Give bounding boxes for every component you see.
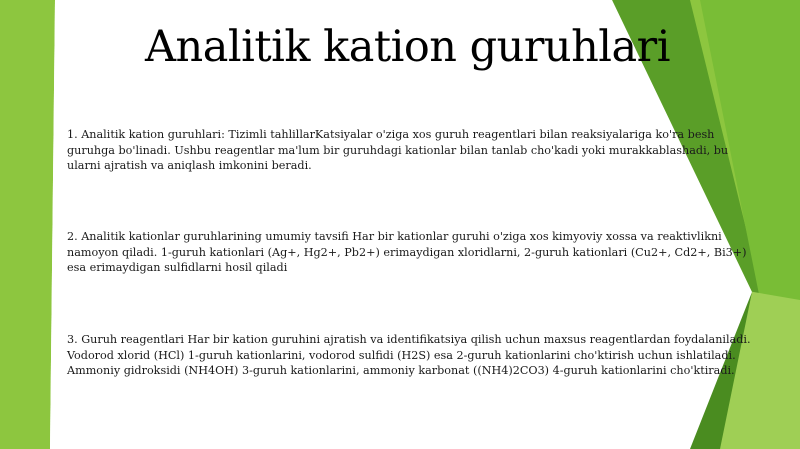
paragraph-1: 1. Analitik kation guruhlari: Tizimli tahlillarKatsiyalar o'ziga xos guruh reagentlari bilan reaksiyalariga ko'ra besh guruhga bo'linadi. Ushbu reagentlar ma'lum bir guruhdagi kationlar bilan tanlab cho'kadi yoki murakkablashadi, bu ularni ajratish va aniqlash imkonini beradi. bbox=[67, 128, 729, 172]
paragraph-3: 3. Guruh reagentlari Har bir kation guruhini ajratish va identifikatsiya qilish uchun maxsus reagentlardan foydalaniladi. Vodorod xlorid (HCl) 1-guruh kationlarini, vodorod sulfidi (H2S) esa 2-guruh kationlarini cho'ktirish uchun ishlatiladi. Ammoniy gidroksidi (NH4OH) 3-guruh kationlarini, ammoniy karbonat ((NH4)2CO3) 4-guruh kationlarini cho'ktiradi. bbox=[67, 333, 751, 377]
paragraph-2: 2. Analitik kationlar guruhlarining umumiy tavsifi Har bir kationlar guruhi o'ziga xos kimyoviy xossa va reaktivlikni namoyon qiladi. 1-guruh kationlari (Ag+, Hg2+, Pb2+) erimaydigan xloridlarni, 2-guruh kationlari (Cu2+, Cd2+, Bi3+) esa erimaydigan sulfidlarni hosil qiladi bbox=[67, 230, 747, 274]
slide-title: Analitik kation guruhlari bbox=[145, 22, 670, 72]
